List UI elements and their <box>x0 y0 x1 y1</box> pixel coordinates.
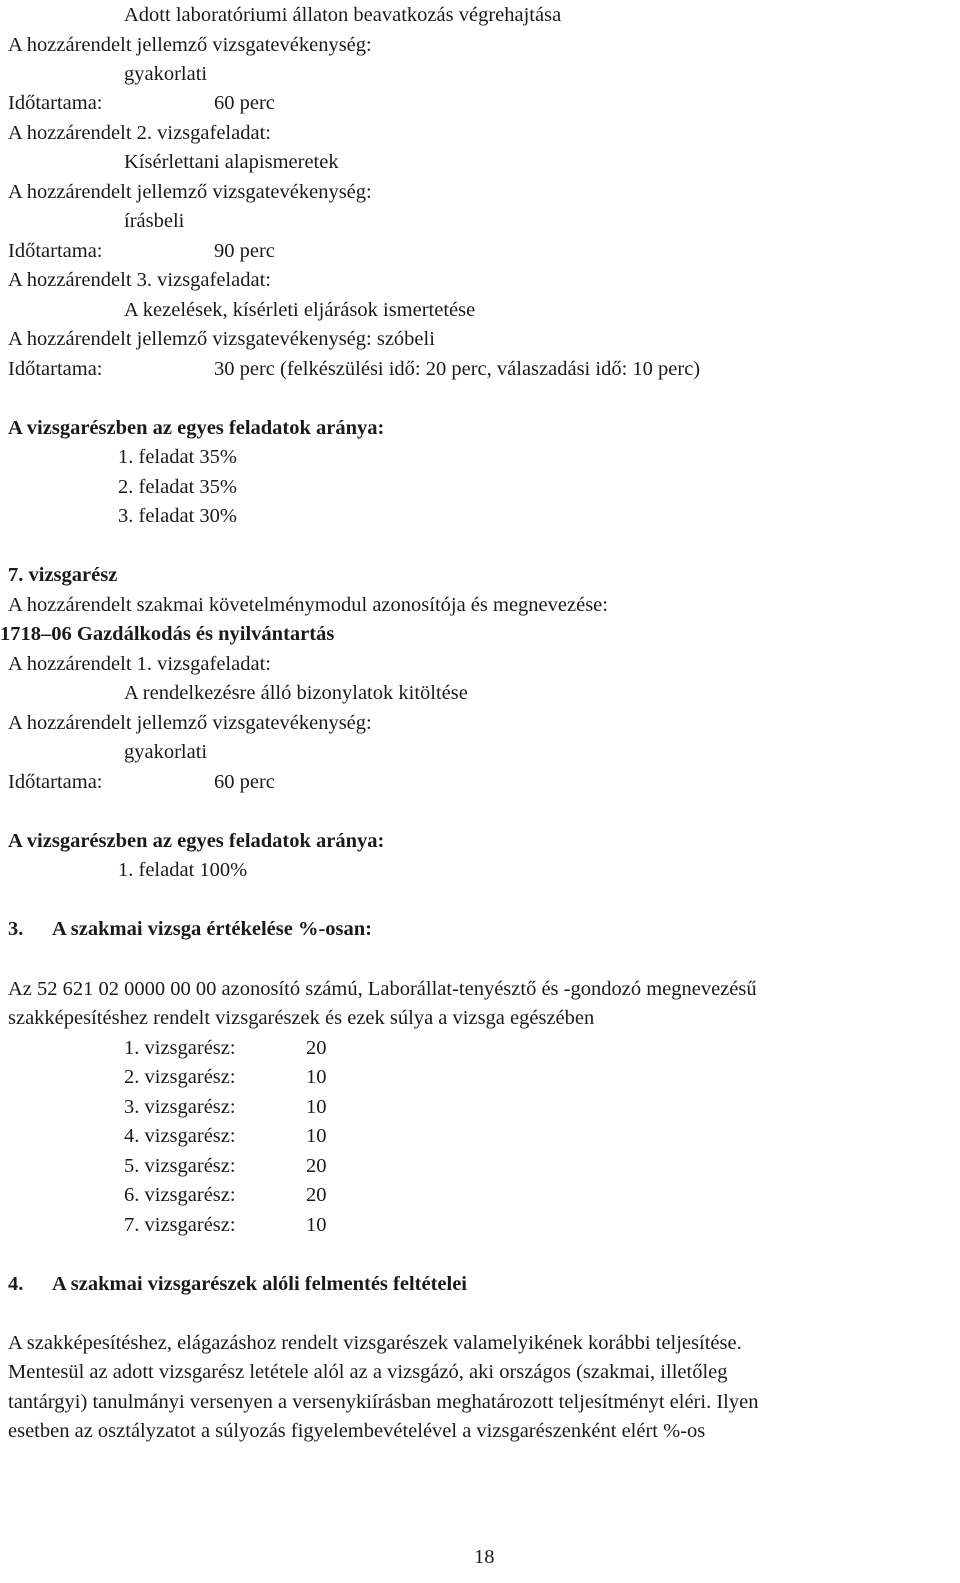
part7-activity: gyakorlati <box>124 741 208 763</box>
task3-label: A hozzárendelt 3. vizsgafeladat: <box>8 269 271 291</box>
task2-duration-label: Időtartama: <box>8 240 103 262</box>
weight-label-5: 5. vizsgarész: <box>124 1155 236 1177</box>
ratio6-item-2: 2. feladat 35% <box>118 476 237 498</box>
ratio6-item-3: 3. feladat 30% <box>118 505 237 527</box>
task1-duration-label: Időtartama: <box>8 92 103 114</box>
weight-value-4: 10 <box>306 1125 327 1147</box>
part7-ratio-heading: A vizsgarészben az egyes feladatok aránya: <box>8 830 385 852</box>
weight-label-6: 6. vizsgarész: <box>124 1184 236 1206</box>
weight-value-7: 10 <box>306 1214 327 1236</box>
task2-activity: írásbeli <box>124 210 185 232</box>
task1-activity-label: A hozzárendelt jellemző vizsgatevékenység: <box>8 34 372 56</box>
weight-label-2: 2. vizsgarész: <box>124 1066 236 1088</box>
task3-duration: 30 perc (felkészülési idő: 20 perc, válaszadási idő: 10 perc) <box>214 358 701 380</box>
weight-value-2: 10 <box>306 1066 327 1088</box>
section4-line-1: A szakképesítéshez, elágazáshoz rendelt vizsgarészek valamelyikének korábbi teljesítése. <box>8 1332 742 1354</box>
section4-line-3: tantárgyi) tanulmányi versenyen a versenykiírásban meghatározott teljesítményt eléri. Ilyen <box>8 1391 759 1413</box>
part7-ratio-item: 1. feladat 100% <box>118 859 248 881</box>
task2-name: Kísérlettani alapismeretek <box>124 151 339 173</box>
part7-task1-name: A rendelkezésre álló bizonylatok kitöltése <box>124 682 468 704</box>
section3-para-line1: Az 52 621 02 0000 00 00 azonosító számú, Laborállat-tenyésztő és -gondozó megnevezésű <box>8 978 757 1000</box>
page-number: 18 <box>474 1546 495 1568</box>
weight-value-5: 20 <box>306 1155 327 1177</box>
task3-name: A kezelések, kísérleti eljárások ismertetése <box>124 299 476 321</box>
task1-name: Adott laboratóriumi állaton beavatkozás végrehajtása <box>124 4 562 26</box>
weight-label-1: 1. vizsgarész: <box>124 1037 236 1059</box>
section3-number: 3. <box>8 918 24 940</box>
weight-value-6: 20 <box>306 1184 327 1206</box>
section4-title: A szakmai vizsgarészek alóli felmentés feltételei <box>52 1273 467 1295</box>
task2-label: A hozzárendelt 2. vizsgafeladat: <box>8 122 271 144</box>
weight-label-3: 3. vizsgarész: <box>124 1096 236 1118</box>
part7-task1-label: A hozzárendelt 1. vizsgafeladat: <box>8 653 271 675</box>
ratio6-item-1: 1. feladat 35% <box>118 446 237 468</box>
task2-activity-label: A hozzárendelt jellemző vizsgatevékenység: <box>8 181 372 203</box>
task1-duration: 60 perc <box>214 92 275 114</box>
task2-duration: 90 perc <box>214 240 275 262</box>
weight-value-3: 10 <box>306 1096 327 1118</box>
part7-heading: 7. vizsgarész <box>8 564 118 586</box>
task1-activity: gyakorlati <box>124 63 208 85</box>
weight-label-4: 4. vizsgarész: <box>124 1125 236 1147</box>
section3-title: A szakmai vizsga értékelése %-osan: <box>52 918 372 940</box>
part7-duration-label: Időtartama: <box>8 771 103 793</box>
part7-duration: 60 perc <box>214 771 275 793</box>
section4-line-4: esetben az osztályzatot a súlyozás figyelembevételével a vizsgarészenként elért %-os <box>8 1420 706 1442</box>
part7-activity-label: A hozzárendelt jellemző vizsgatevékenység: <box>8 712 372 734</box>
part7-module-label: A hozzárendelt szakmai követelménymodul azonosítója és megnevezése: <box>8 594 608 616</box>
task3-duration-label: Időtartama: <box>8 358 103 380</box>
part7-module-name: 1718–06 Gazdálkodás és nyilvántartás <box>0 623 335 645</box>
weight-value-1: 20 <box>306 1037 327 1059</box>
section4-number: 4. <box>8 1273 24 1295</box>
task3-activity: A hozzárendelt jellemző vizsgatevékenység: szóbeli <box>8 328 435 350</box>
weight-label-7: 7. vizsgarész: <box>124 1214 236 1236</box>
section3-para-line2: szakképesítéshez rendelt vizsgarészek és ezek súlya a vizsga egészében <box>8 1007 595 1029</box>
ratio6-heading: A vizsgarészben az egyes feladatok aránya: <box>8 417 385 439</box>
section4-line-2: Mentesül az adott vizsgarész letétele alól az a vizsgázó, aki országos (szakmai, illetőleg <box>8 1361 728 1383</box>
